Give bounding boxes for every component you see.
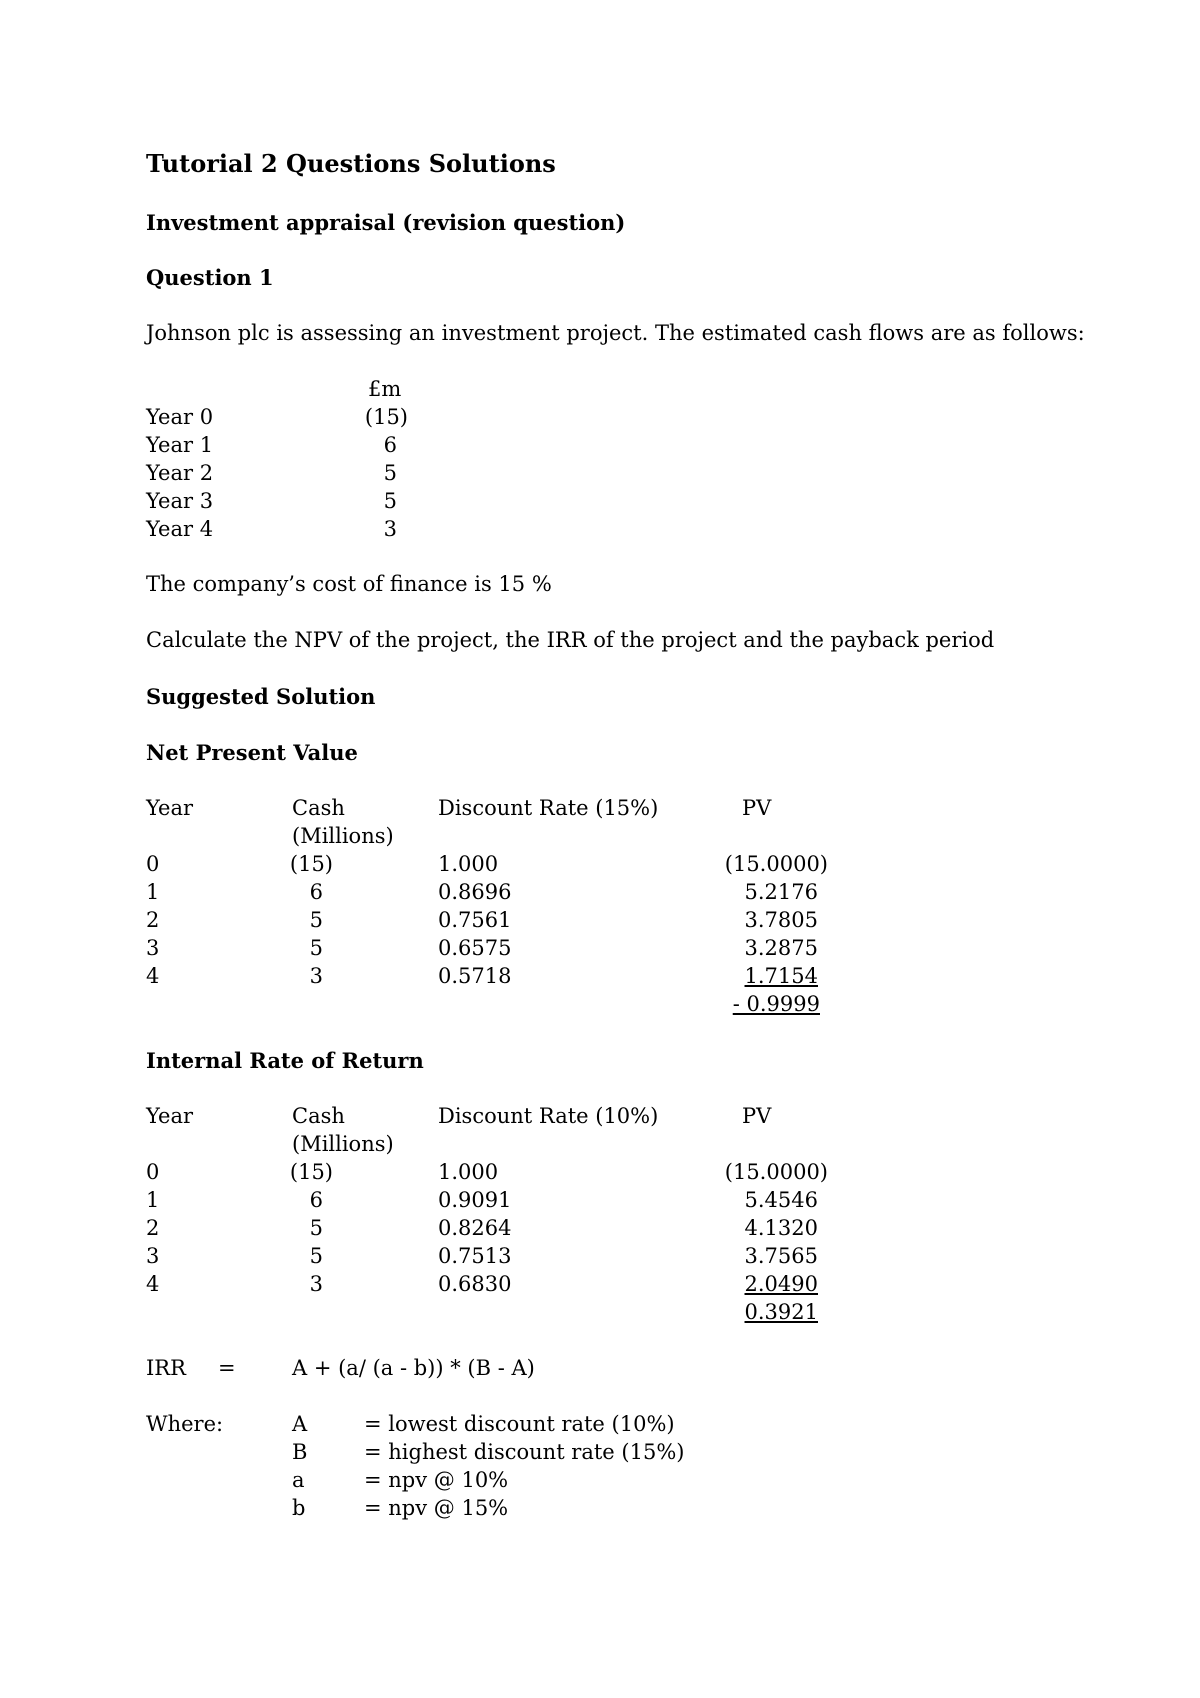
irr-cash: 5: [309, 1244, 323, 1268]
formula-equals: =: [218, 1356, 236, 1380]
cash-flow-value: 6: [383, 433, 397, 457]
npv-heading: Net Present Value: [146, 740, 358, 765]
irr-pv: 2.0490: [744, 1272, 818, 1296]
where-symbol: a: [292, 1468, 305, 1492]
cash-flow-value: 5: [383, 461, 397, 485]
npv-pv: 3.7805: [744, 908, 818, 932]
where-definition: = npv @ 10%: [364, 1468, 509, 1492]
cash-flow-value: 3: [383, 517, 397, 541]
npv-cash: 3: [309, 964, 323, 988]
npv-rate: 0.5718: [438, 964, 512, 988]
irr-rate: 0.6830: [438, 1272, 512, 1296]
irr-heading: Internal Rate of Return: [146, 1048, 424, 1073]
npv-rate: 1.000: [438, 852, 499, 876]
where-symbol: b: [292, 1496, 306, 1520]
intro-text: Johnson plc is assessing an investment project. The estimated cash flows are as follows:: [146, 321, 1085, 345]
irr-pv: (15.0000): [724, 1160, 828, 1184]
npv-year: 0: [146, 852, 160, 876]
irr-rate: 0.8264: [438, 1216, 512, 1240]
irr-header-cash: Cash: [292, 1104, 345, 1128]
irr-header-year: Year: [146, 1104, 194, 1128]
where-definition: = npv @ 15%: [364, 1496, 509, 1520]
where-definition: = highest discount rate (15%): [364, 1440, 685, 1464]
section-heading: Investment appraisal (revision question): [146, 210, 626, 235]
npv-cash: 5: [309, 936, 323, 960]
irr-pv: 5.4546: [744, 1188, 818, 1212]
irr-cash: 5: [309, 1216, 323, 1240]
cash-flow-unit: £m: [368, 377, 402, 401]
task-text: Calculate the NPV of the project, the IRR of the project and the payback period: [146, 628, 995, 652]
irr-rate: 0.7513: [438, 1244, 512, 1268]
irr-year: 1: [146, 1188, 160, 1212]
irr-rate: 1.000: [438, 1160, 499, 1184]
irr-pv: 4.1320: [744, 1216, 818, 1240]
irr-cash: (15): [289, 1160, 333, 1184]
npv-header-cash-unit: (Millions): [292, 824, 394, 848]
npv-pv: (15.0000): [724, 852, 828, 876]
npv-header-cash: Cash: [292, 796, 345, 820]
irr-cash: 3: [309, 1272, 323, 1296]
irr-pv: 3.7565: [744, 1244, 818, 1268]
npv-cash: 6: [309, 880, 323, 904]
cash-flow-label: Year 1: [146, 433, 214, 457]
irr-total: 0.3921: [744, 1300, 818, 1324]
cash-flow-label: Year 0: [146, 405, 214, 429]
irr-year: 4: [146, 1272, 160, 1296]
formula-label: IRR: [146, 1356, 186, 1380]
cash-flow-label: Year 2: [146, 461, 214, 485]
where-symbol: A: [292, 1412, 308, 1436]
where-label: Where:: [146, 1412, 224, 1436]
npv-pv: 5.2176: [744, 880, 818, 904]
cash-flow-label: Year 3: [146, 489, 214, 513]
npv-year: 1: [146, 880, 160, 904]
question-heading: Question 1: [146, 265, 274, 290]
npv-header-rate: Discount Rate (15%): [438, 796, 659, 820]
irr-year: 2: [146, 1216, 160, 1240]
irr-year: 3: [146, 1244, 160, 1268]
cost-of-finance-text: The company’s cost of finance is 15 %: [146, 572, 552, 596]
irr-header-pv: PV: [742, 1104, 772, 1128]
page-title: Tutorial 2 Questions Solutions: [146, 149, 556, 178]
irr-cash: 6: [309, 1188, 323, 1212]
npv-year: 3: [146, 936, 160, 960]
solution-heading: Suggested Solution: [146, 684, 376, 709]
npv-cash: (15): [289, 852, 333, 876]
npv-rate: 0.8696: [438, 880, 512, 904]
npv-rate: 0.6575: [438, 936, 512, 960]
npv-pv: 1.7154: [744, 964, 818, 988]
npv-header-pv: PV: [742, 796, 772, 820]
cash-flow-value: (15): [364, 405, 408, 429]
formula-expression: A + (a/ (a - b)) * (B - A): [292, 1356, 535, 1380]
npv-rate: 0.7561: [438, 908, 512, 932]
where-definition: = lowest discount rate (10%): [364, 1412, 675, 1436]
irr-header-rate: Discount Rate (10%): [438, 1104, 659, 1128]
where-symbol: B: [292, 1440, 308, 1464]
cash-flow-value: 5: [383, 489, 397, 513]
npv-year: 4: [146, 964, 160, 988]
cash-flow-label: Year 4: [146, 517, 214, 541]
npv-total: - 0.9999: [732, 992, 820, 1016]
npv-cash: 5: [309, 908, 323, 932]
irr-header-cash-unit: (Millions): [292, 1132, 394, 1156]
irr-year: 0: [146, 1160, 160, 1184]
npv-header-year: Year: [146, 796, 194, 820]
npv-year: 2: [146, 908, 160, 932]
npv-pv: 3.2875: [744, 936, 818, 960]
irr-rate: 0.9091: [438, 1188, 512, 1212]
